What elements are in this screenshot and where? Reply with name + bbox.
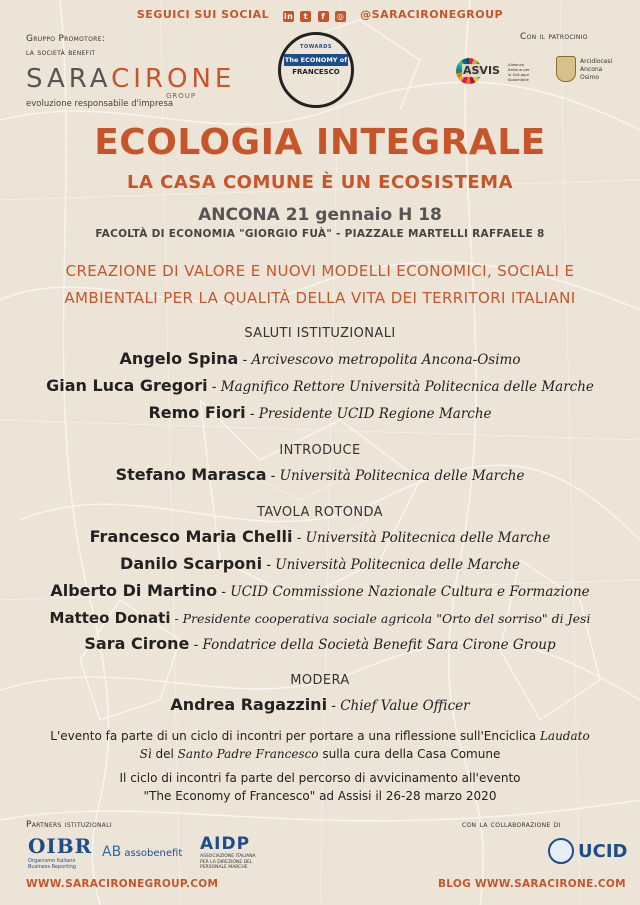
speaker-row [0, 462, 640, 489]
note1-e: Santo Padre Francesco [177, 747, 319, 761]
note1-d: del [151, 747, 178, 761]
event-venue: FACOLTÀ DI ECONOMIA "GIORGIO FUÀ" - PIAZZALE MARTELLI RAFFAELE 8 [95, 228, 545, 240]
aidp-name: AIDP [200, 834, 251, 854]
collaboration-label: con la collaborazione di [462, 820, 561, 830]
social-bar [0, 8, 640, 22]
speaker-role: - Fondatrice della Società Benefit Sara Cirone Group [189, 637, 556, 653]
facebook-icon[interactable]: f [318, 11, 329, 22]
speakers-modera [0, 692, 640, 719]
promoter-line1: Gruppo Promotore: [26, 34, 106, 44]
speaker-name: Gian Luca Gregori [46, 376, 208, 395]
promoter-line2: la società benefit [26, 48, 96, 58]
heading-modera: MODERA [290, 673, 350, 688]
speaker-row [0, 346, 640, 373]
speaker-role: - Università Politecnica delle Marche [266, 468, 525, 484]
event-subtitle: LA CASA COMUNE È UN ECOSISTEMA [127, 172, 513, 193]
event-date-place: ANCONA 21 gennaio H 18 [198, 205, 442, 225]
note1-b: Laudato [539, 729, 590, 743]
oibr-name: OIBR [28, 834, 93, 858]
speaker-role: - Università Politecnica delle Marche [262, 557, 520, 573]
assob-name: assobenefit [124, 848, 183, 859]
speaker-row [0, 578, 640, 605]
arcidiocesi-logo [556, 56, 626, 90]
speaker-name: Francesco Maria Chelli [89, 527, 293, 546]
arcid-line1: Arcidiocesi [580, 58, 613, 65]
economy-of-francesco-badge [278, 32, 354, 108]
aidp-logo [200, 834, 260, 871]
aidp-small: ASSOCIAZIONE ITALIANA PER LA DIREZIONE DEL PERSONALE MARCHE [200, 854, 256, 870]
note1-f: sulla cura della Casa Comune [318, 747, 501, 761]
speaker-row [0, 400, 640, 427]
assobenefit-logo [102, 844, 182, 860]
website-link[interactable]: WWW.SARACIRONEGROUP.COM [26, 878, 219, 890]
ucid-name: UCID [578, 840, 628, 862]
theme-line1: CREAZIONE DI VALORE E NUOVI MODELLI ECONOMICI, SOCIALI E [65, 262, 575, 280]
speaker-role: - Presidente cooperativa sociale agricola "Orto del sorriso" di Jesi [170, 611, 591, 626]
event-title: ECOLOGIA INTEGRALE [94, 122, 546, 163]
note2-line1: Il ciclo di incontri fa parte del percorso di avvicinamento all'evento [119, 771, 521, 785]
speaker-name: Remo Fiori [148, 403, 246, 422]
arcid-line3: Osimo [580, 74, 600, 81]
asvis-name: ASVIS [463, 64, 500, 77]
speaker-name: Matteo Donati [49, 609, 171, 627]
saracirone-logo [26, 64, 236, 109]
note-laudato-si [0, 727, 640, 763]
heading-tavola-rotonda: TAVOLA ROTONDA [257, 505, 383, 520]
speaker-role: - Università Politecnica delle Marche [292, 530, 551, 546]
speaker-name: Danilo Scarponi [120, 554, 263, 573]
crest-icon [556, 56, 576, 82]
brand-group: GROUP [166, 92, 197, 100]
badge-bottom: FRANCESCO [292, 68, 340, 76]
badge-middle: The ECONOMY of [284, 56, 348, 64]
blog-link[interactable]: BLOG WWW.SARACIRONE.COM [438, 878, 626, 890]
partners-label: Partners istituzionali [26, 820, 112, 830]
note1-a: L'evento fa parte di un ciclo di incontri per portare a una riflessione sull'Enciclica [50, 729, 540, 743]
brand-tagline: evoluzione responsabile d'impresa [26, 99, 174, 109]
speakers-introduce [0, 462, 640, 489]
oibr-small: Organismo Italiano Business Reporting [28, 858, 76, 870]
twitter-icon[interactable]: t [300, 11, 311, 22]
speaker-row [0, 692, 640, 719]
note-economy-of-francesco [0, 769, 640, 805]
speaker-role: - Arcivescovo metropolita Ancona-Osimo [238, 352, 521, 368]
speaker-role: - Magnifico Rettore Università Politecnica delle Marche [207, 379, 594, 395]
assob-prefix: AB [102, 844, 122, 860]
speakers-saluti [0, 346, 640, 427]
speaker-name: Sara Cirone [84, 634, 190, 653]
oibr-logo [28, 834, 92, 870]
speaker-name: Stefano Marasca [115, 465, 267, 484]
instagram-icon[interactable]: ◎ [336, 12, 345, 21]
theme-line2: AMBIENTALI PER LA QUALITÀ DELLA VITA DEI TERRITORI ITALIANI [64, 289, 576, 307]
ucid-seal-icon [548, 838, 574, 864]
arcid-line2: Ancona [580, 66, 603, 73]
heading-introduce: INTRODUCE [279, 443, 361, 458]
speaker-name: Alberto Di Martino [50, 581, 218, 600]
badge-top: TOWARDS [300, 44, 332, 50]
speaker-name: Andrea Ragazzini [170, 695, 328, 714]
social-label: SEGUICI SUI SOCIAL [136, 8, 270, 21]
speaker-role: - Presidente UCID Regione Marche [245, 406, 492, 422]
speaker-row [0, 551, 640, 578]
promoter-label [26, 32, 105, 60]
ucid-logo [548, 838, 627, 864]
asvis-small: Alleanza Italiana per lo Sviluppo Sostenibile [508, 62, 530, 82]
speaker-row [0, 524, 640, 551]
linkedin-icon[interactable]: in [283, 12, 294, 21]
heading-saluti: SALUTI ISTITUZIONALI [244, 326, 396, 341]
speaker-role: - Chief Value Officer [327, 698, 470, 714]
speaker-name: Angelo Spina [119, 349, 239, 368]
event-theme [0, 258, 640, 312]
brand-part-b: CIRONE [111, 64, 236, 94]
note1-c: Sì [139, 747, 152, 761]
speaker-row [0, 631, 640, 658]
brand-part-a: SARA [26, 64, 112, 94]
speaker-row [0, 605, 640, 631]
speakers-tavola [0, 524, 640, 658]
asvis-logo [456, 52, 530, 92]
speaker-role: - UCID Commissione Nazionale Cultura e Formazione [217, 584, 590, 600]
speaker-row [0, 373, 640, 400]
note2-line2: "The Economy of Francesco" ad Assisi il 26-28 marzo 2020 [143, 789, 497, 803]
social-handle[interactable]: @SARACIRONEGROUP [360, 8, 504, 21]
patronage-label: Con il patrocinio [520, 32, 588, 42]
